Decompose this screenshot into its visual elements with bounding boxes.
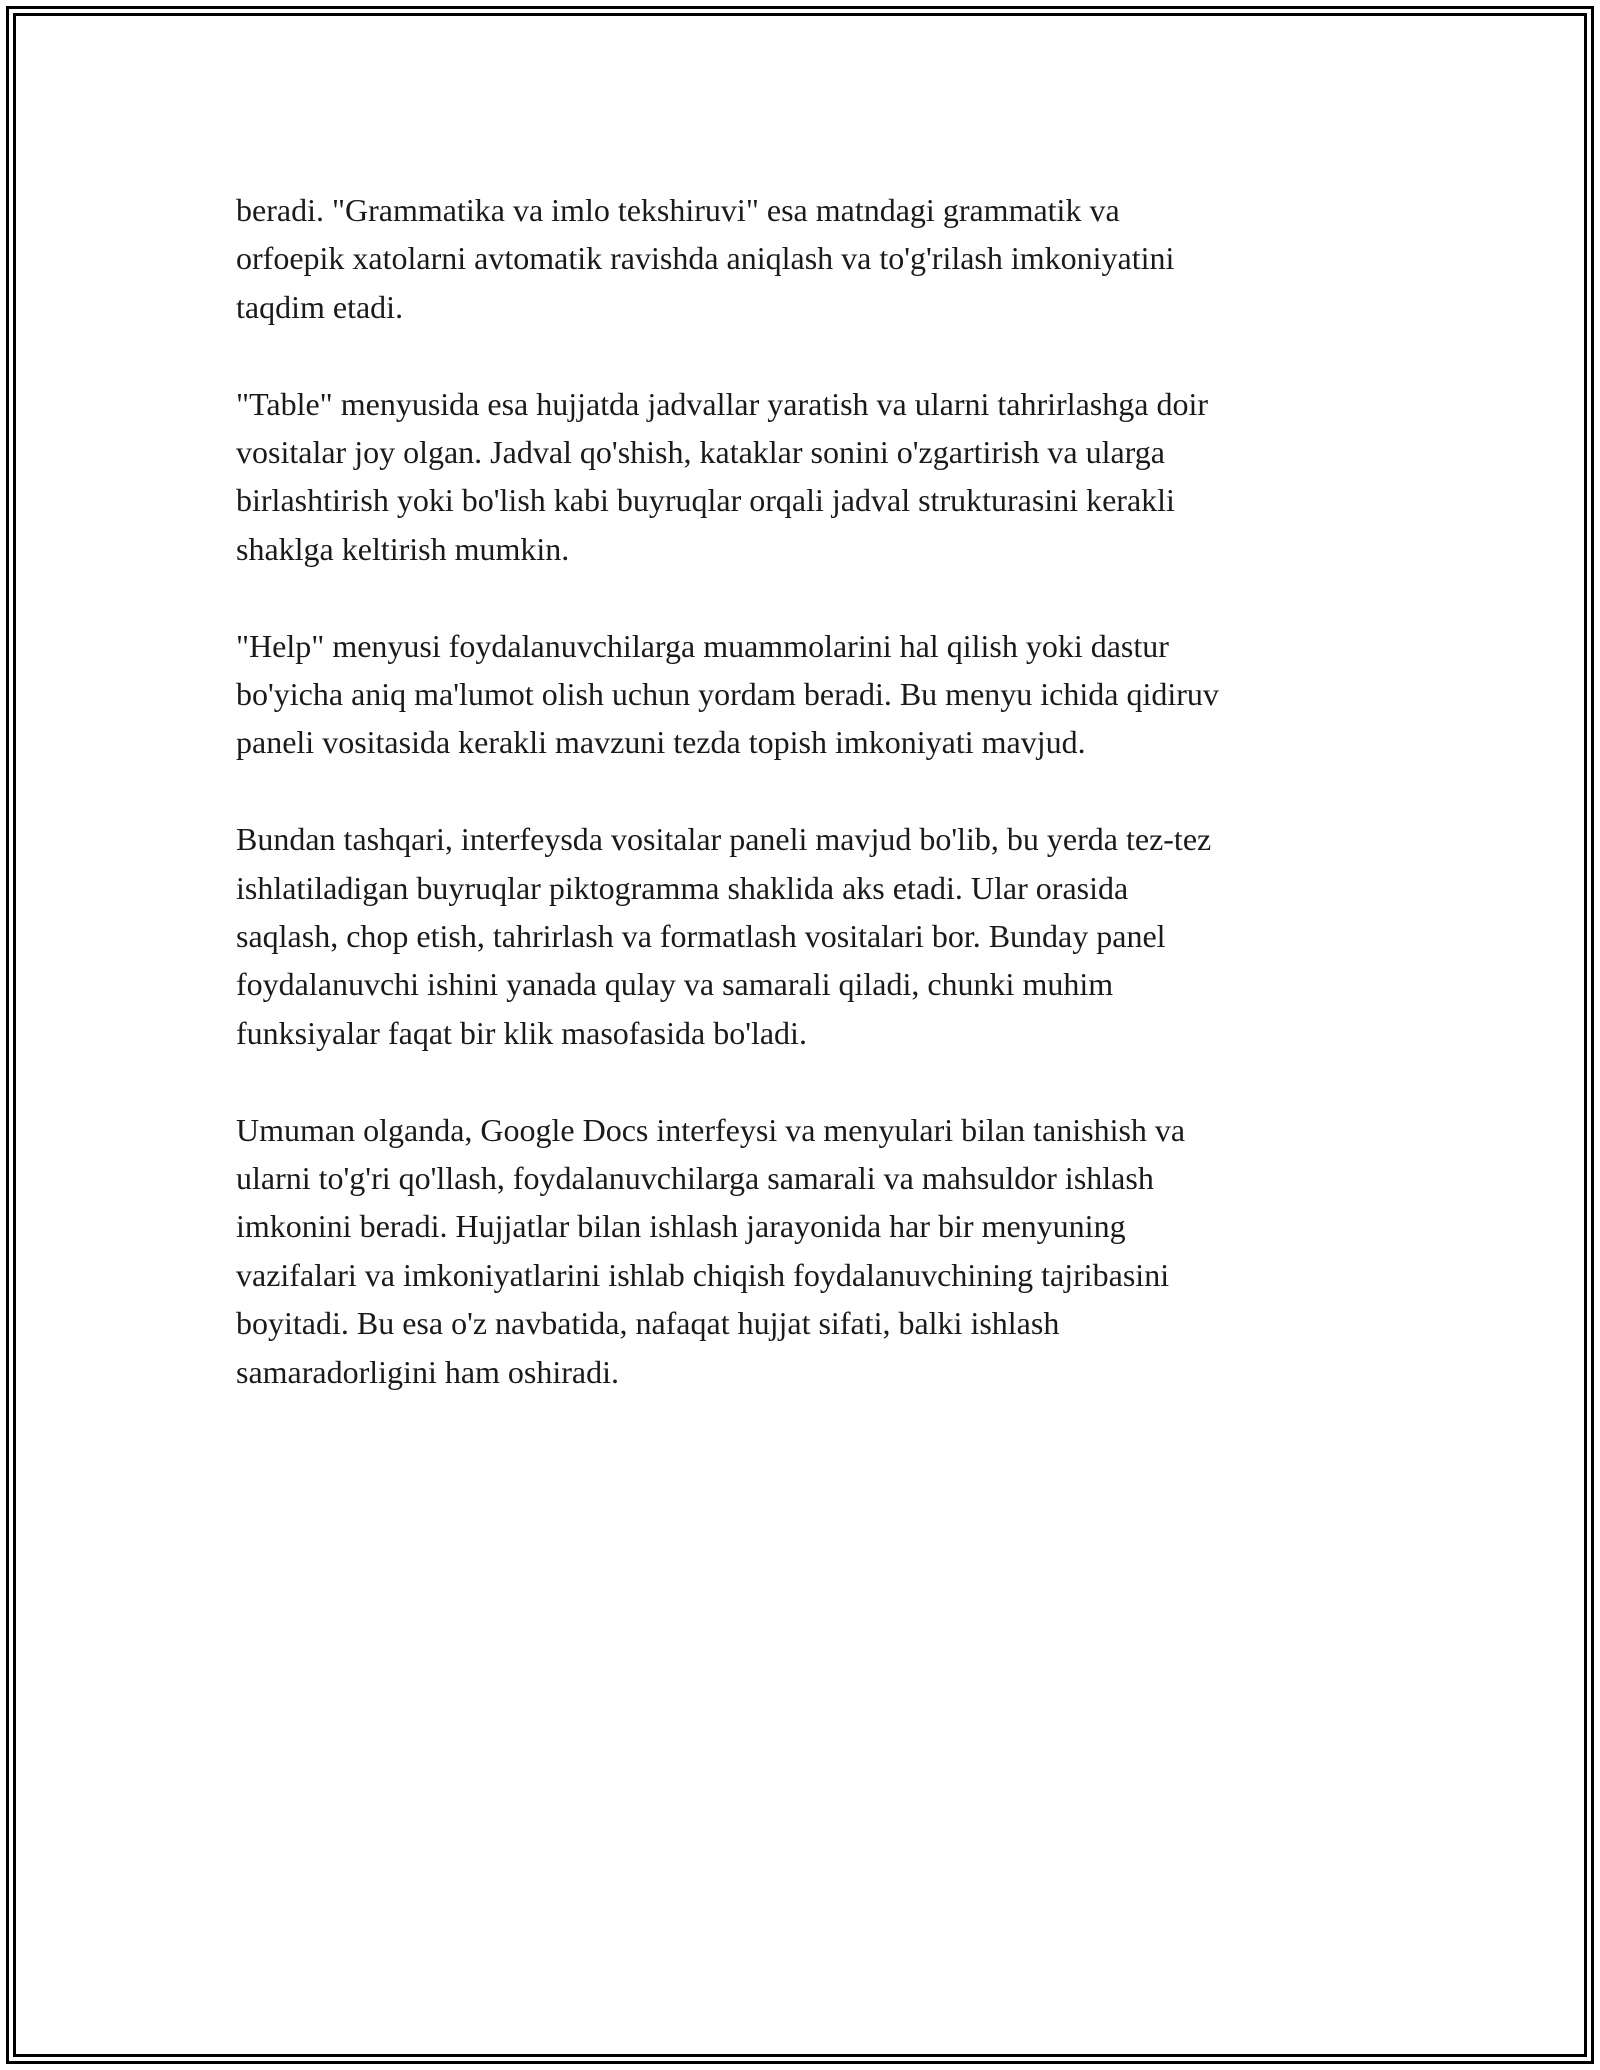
text-line: Umuman olganda, Google Docs interfeysi va menyulari bilan tanishish va [236,1111,1186,1148]
text-line: beradi. "Grammatika va imlo tekshiruvi" esa matndagi grammatik va [236,192,1120,228]
paragraph-conclusion [236,1106,1366,1396]
text-line: vositalar joy olgan. Jadval qo'shish, kataklar sonini o'zgartirish va ularga [236,434,1165,471]
text-line: shaklga keltirish mumkin. [236,530,570,567]
paragraph-table-menu [236,380,1366,574]
text-line: Bundan tashqari, interfeysda vositalar paneli mavjud bo'lib, bu yerda tez-tez [236,821,1212,858]
text-line: bo'yicha aniq ma'lumot olish uchun yordam beradi. Bu menyu ichida qidiruv [236,676,1219,713]
text-line: orfoepik xatolarni avtomatik ravishda aniqlash va to'g'rilash imkoniyatini [236,240,1175,277]
text-line: birlashtirish yoki bo'lish kabi buyruqlar orqali jadval strukturasini kerakli [236,482,1175,519]
text-line: ishlatiladigan buyruqlar piktogramma shaklida aks etadi. Ular orasida [236,869,1129,906]
text-line: boyitadi. Bu esa o'z navbatida, nafaqat hujjat sifati, balki ishlash [236,1305,1060,1342]
text-line: "Help" menyusi foydalanuvchilarga muammolarini hal qilish yoki dastur [236,627,1169,664]
text-line: saqlash, chop etish, tahrirlash va formatlash vositalari bor. Bunday panel [236,918,1166,955]
text-line: samaradorligini ham oshiradi. [236,1353,620,1390]
text-line: ularni to'g'ri qo'llash, foydalanuvchilarga samarali va mahsuldor ishlash [236,1160,1154,1197]
paragraph-grammar-check [236,186,1366,331]
text-line: paneli vositasida kerakli mavzuni tezda topish imkoniyati mavjud. [236,724,1086,761]
text-line: "Table" menyusida esa hujjatda jadvallar yaratish va ularni tahrirlashga doir [236,385,1208,422]
text-line: foydalanuvchi ishini yanada qulay va samarali qiladi, chunki muhim [236,966,1114,1003]
paragraph-help-menu [236,622,1366,767]
text-line: vazifalari va imkoniyatlarini ishlab chiqish foydalanuvchining tajribasini [236,1256,1170,1293]
document-body [236,186,1366,1444]
text-line: taqdim etadi. [236,288,404,325]
text-line: funksiyalar faqat bir klik masofasida bo'ladi. [236,1014,807,1051]
paragraph-toolbar [236,815,1366,1057]
text-line: imkonini beradi. Hujjatlar bilan ishlash jarayonida har bir menyuning [236,1208,1126,1245]
